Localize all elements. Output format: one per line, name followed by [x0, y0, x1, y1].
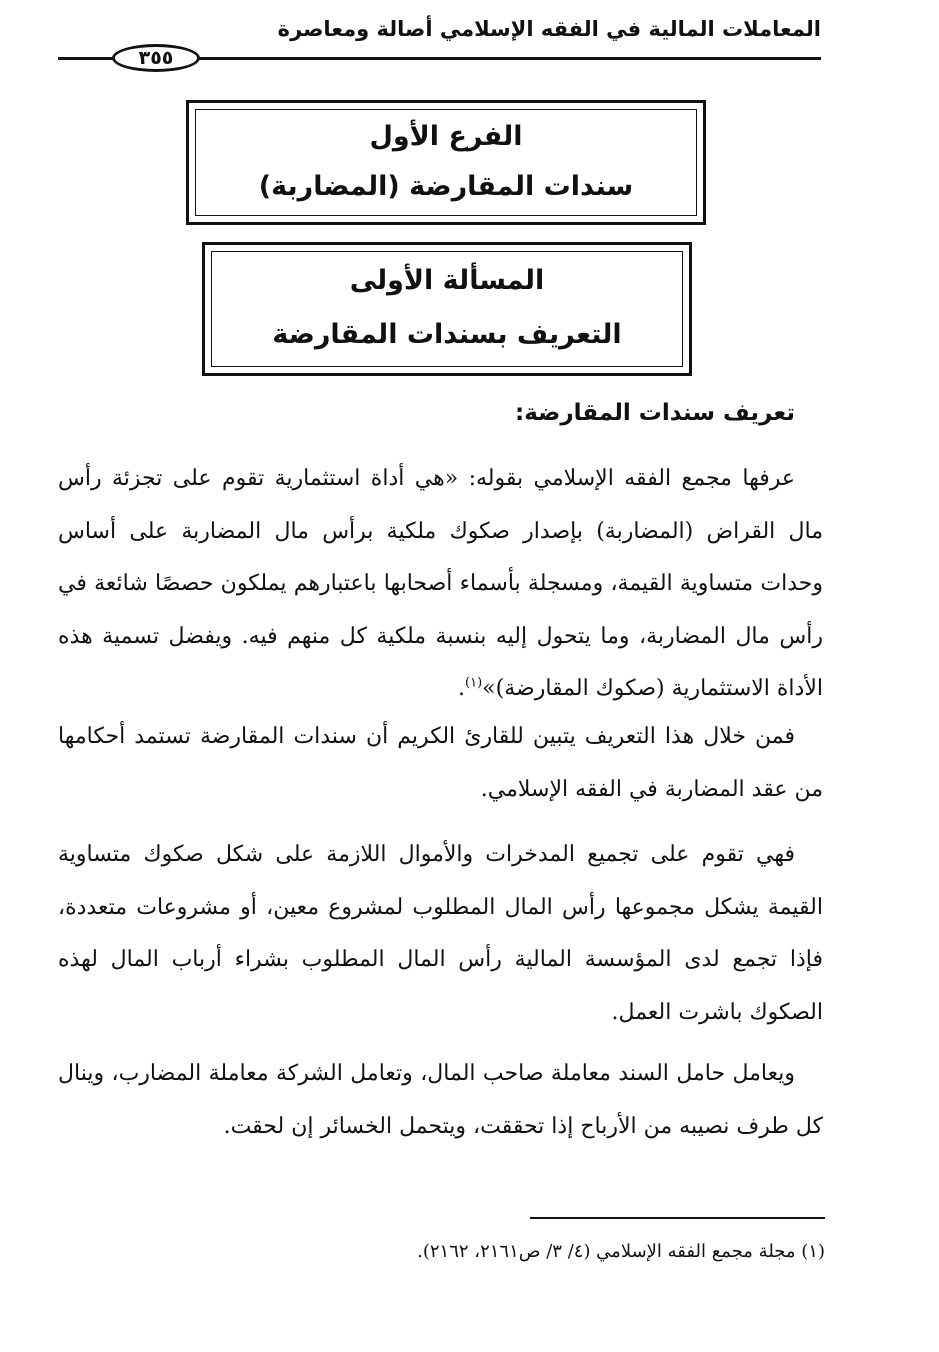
paragraph-text: فمن خلال هذا التعريف يتبين للقارئ الكريم أن سندات المقارضة تستمد أحكامها من عقد المضاربة في الفقه الإسلامي.	[58, 724, 823, 802]
paragraph-text: ويعامل حامل السند معاملة صاحب المال، وتعامل الشركة معاملة المضارب، وينال كل طرف نصيبه من الأرباح إذا تحققت، ويتحمل الخسائر إن لحقت.	[58, 1061, 823, 1139]
issue-title-line2: التعريف بسندات المقارضة	[272, 319, 622, 350]
definition-heading: تعريف سندات المقارضة:	[515, 400, 795, 426]
issue-title-box	[202, 242, 692, 376]
paragraph-mechanism	[58, 829, 823, 1039]
section-title-box	[186, 100, 706, 225]
issue-title-line1: المسألة الأولى	[349, 265, 545, 296]
running-title: المعاملات المالية في الفقه الإسلامي أصالة ومعاصرة	[277, 17, 821, 41]
paragraph-treatment	[58, 1048, 823, 1153]
section-title-line2: سندات المقارضة (المضاربة)	[258, 171, 634, 202]
paragraph-text: عرفها مجمع الفقه الإسلامي بقوله: «هي أداة استثمارية تقوم على تجزئة رأس مال القراض (المضاربة) بإصدار صكوك ملكية برأس مال المضاربة على أساس وحدات متساوية القيمة، ومسجلة بأسماء أصحابها باعتبارهم يملكون حصصًا شائعة في رأس مال المضاربة، وما يتحول إليه بنسبة ملكية كل منهم فيه. ويفضل تسمية هذه الأداة الاستثمارية (صكوك المقارضة)»	[58, 466, 823, 701]
paragraph-conclusion	[58, 711, 823, 816]
footnote-reference: (١)	[465, 675, 483, 691]
footnote: (١) مجلة مجمع الفقه الإسلامي (٤/ ٣/ ص٢١٦١، ٢١٦٢).	[417, 1241, 825, 1262]
section-title-line1: الفرع الأول	[369, 121, 523, 152]
page-number: ٣٥٥	[112, 44, 200, 72]
paragraph-end-mark: .	[458, 676, 466, 701]
footnote-separator	[530, 1217, 825, 1219]
paragraph-definition	[58, 453, 823, 716]
paragraph-text: فهي تقوم على تجميع المدخرات والأموال اللازمة على شكل صكوك متساوية القيمة يشكل مجموعها رأس المال المطلوب لمشروع معين، أو مشروعات متعددة، فإذا تجمع لدى المؤسسة المالية رأس المال المطلوب بشراء أرباب المال لهذه الصكوك باشرت العمل.	[58, 842, 823, 1025]
